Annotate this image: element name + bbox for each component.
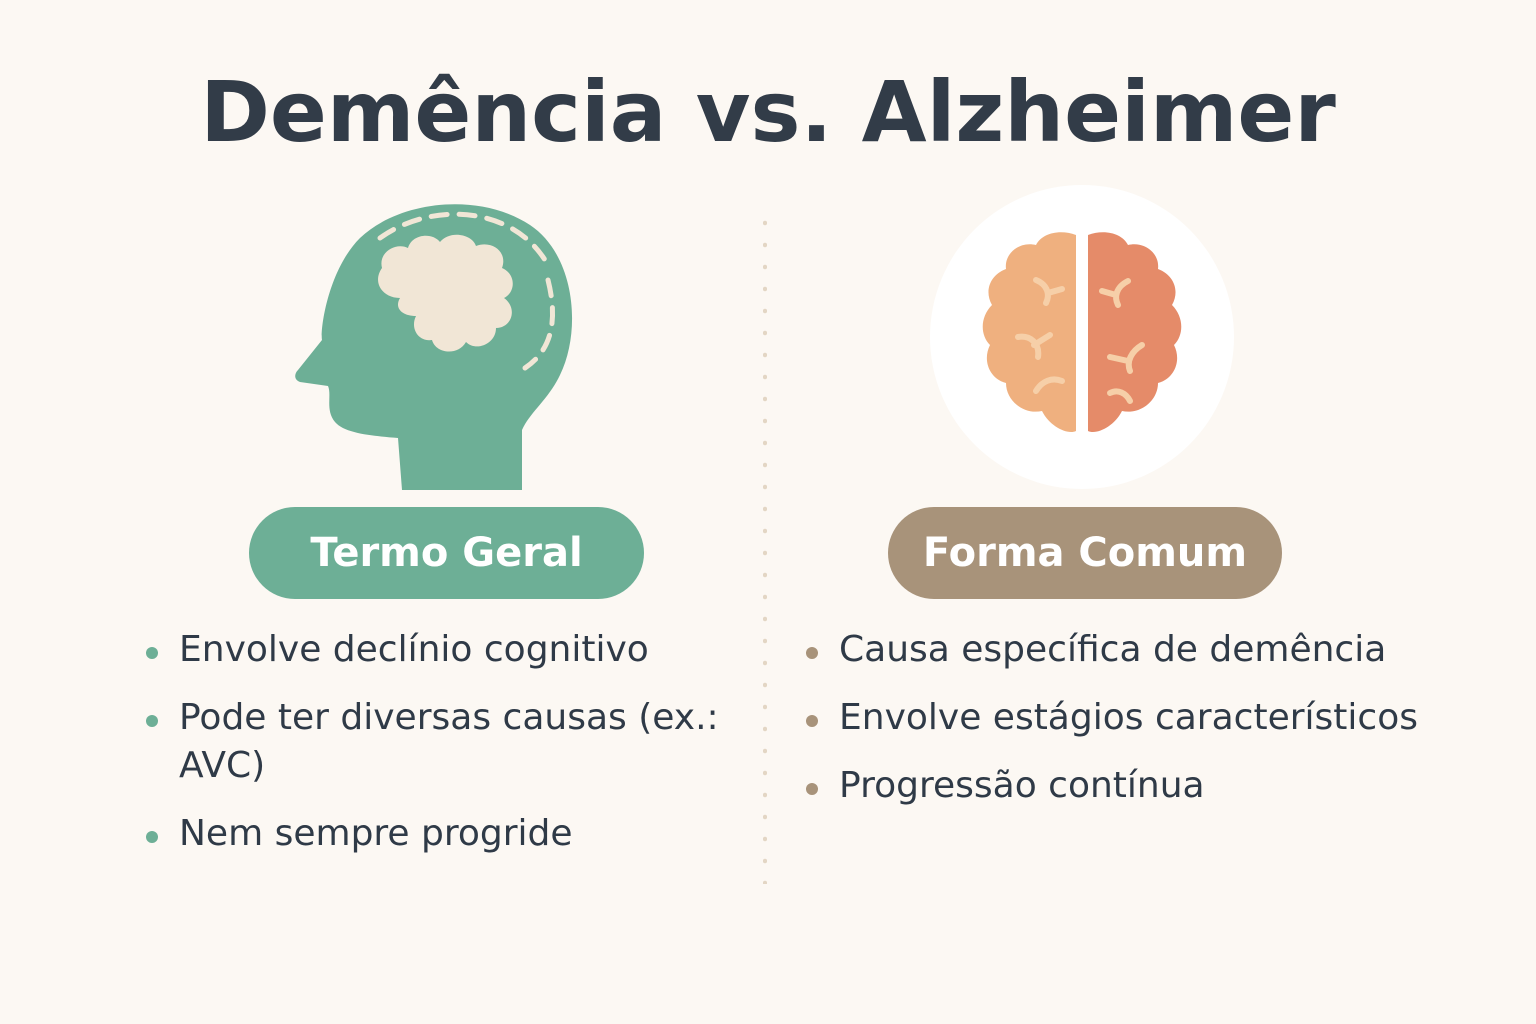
dementia-list xyxy=(145,626,725,878)
dotted-divider xyxy=(763,212,767,884)
list-item xyxy=(805,626,1465,674)
list-item xyxy=(145,694,725,790)
badge-common-form: Forma Comum xyxy=(888,507,1282,599)
list-item xyxy=(805,762,1465,810)
bullet-icon xyxy=(146,831,158,843)
list-item-text: Causa específica de demência xyxy=(839,629,1387,670)
brain-icon xyxy=(930,185,1235,490)
list-item-text: Envolve declínio cognitivo xyxy=(179,629,649,670)
list-item-text: Envolve estágios característicos xyxy=(839,697,1418,738)
bullet-icon xyxy=(806,783,818,795)
bullet-icon xyxy=(806,715,818,727)
list-item xyxy=(805,694,1465,742)
bullet-icon xyxy=(806,647,818,659)
list-item xyxy=(145,810,725,858)
list-item-text: Progressão contínua xyxy=(839,765,1205,806)
bullet-icon xyxy=(146,647,158,659)
head-profile-brain-icon xyxy=(290,190,590,495)
alzheimer-list xyxy=(805,626,1465,830)
bullet-icon xyxy=(146,715,158,727)
page-title: Demência vs. Alzheimer xyxy=(200,63,1336,161)
list-item-text: Pode ter diversas causas (ex.: AVC) xyxy=(179,697,719,786)
badge-general-term: Termo Geral xyxy=(249,507,644,599)
list-item xyxy=(145,626,725,674)
list-item-text: Nem sempre progride xyxy=(179,813,573,854)
